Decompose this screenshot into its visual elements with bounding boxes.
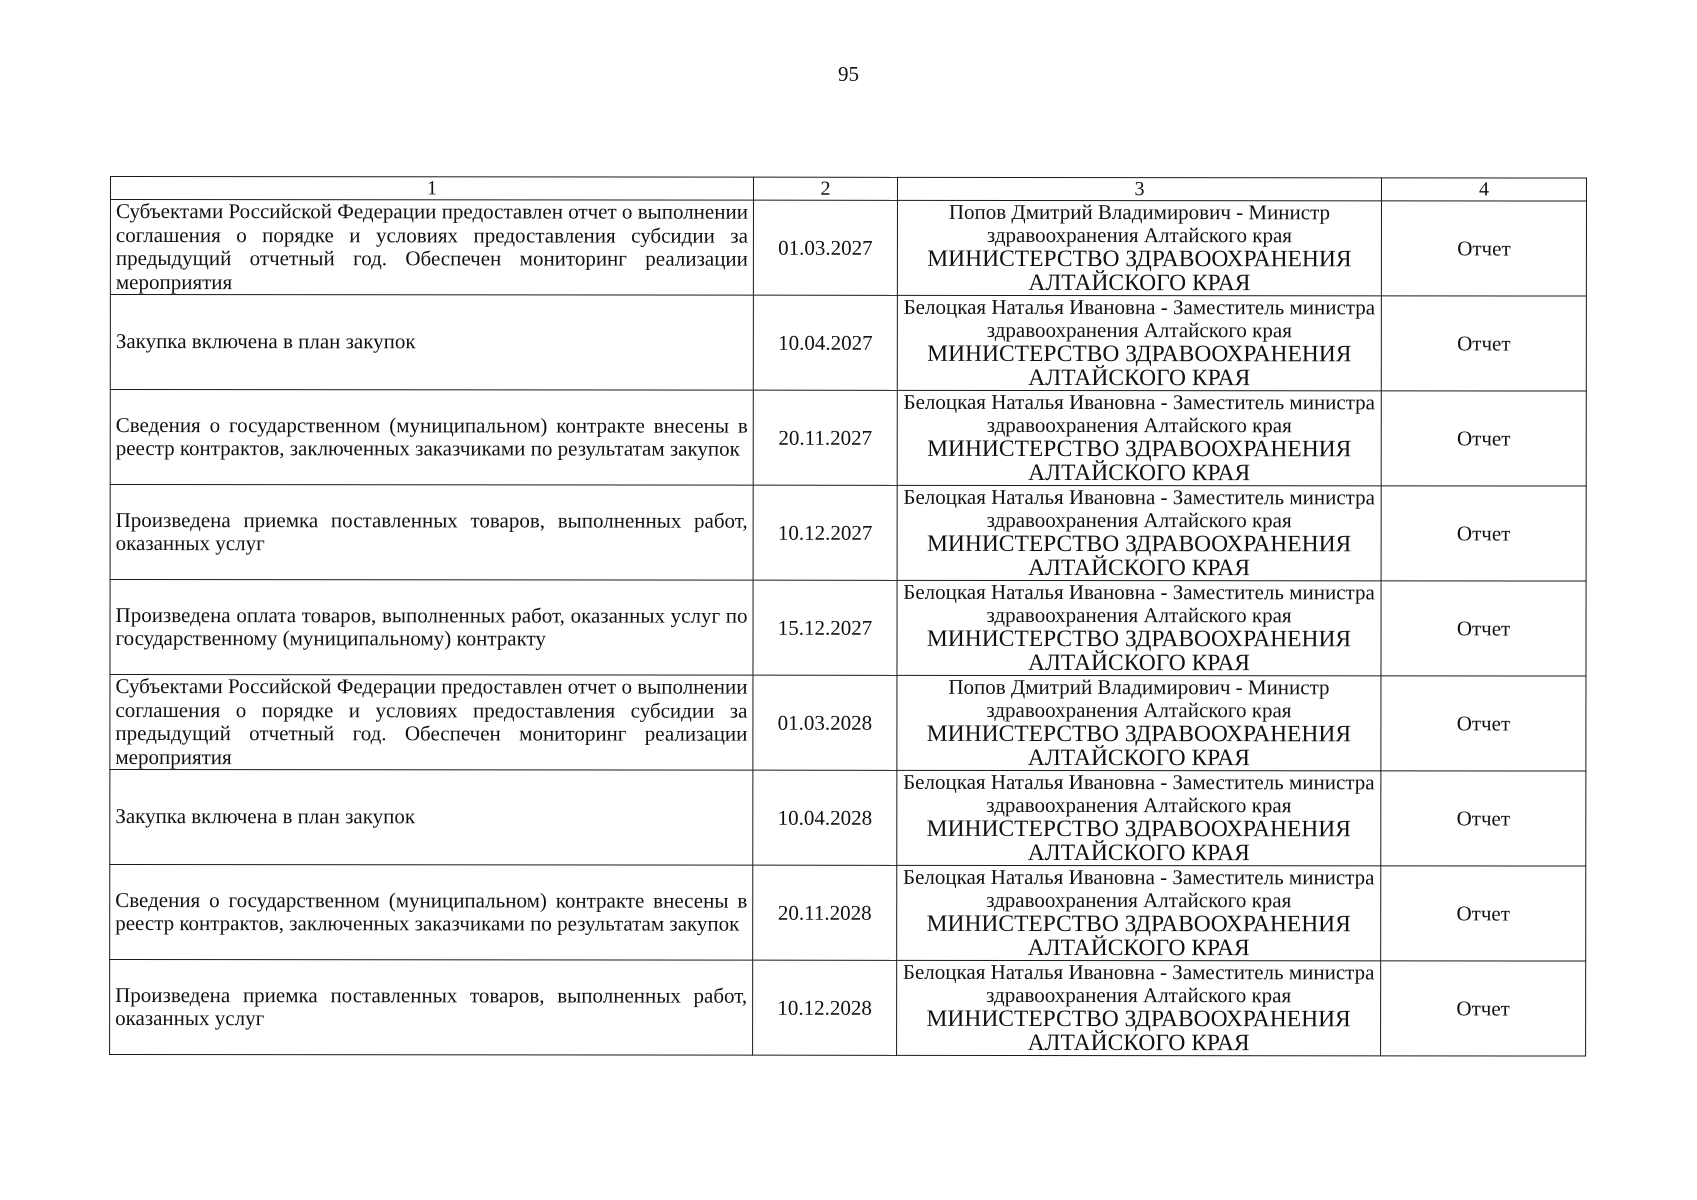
document-type-cell: Отчет — [1381, 486, 1586, 581]
responsible-cell — [897, 485, 1381, 581]
document-type-cell: Отчет — [1381, 296, 1586, 391]
responsible-organization: МИНИСТЕРСТВО ЗДРАВООХРАНЕНИЯ АЛТАЙСКОГО КРАЯ — [927, 435, 1352, 487]
table-row — [110, 200, 1586, 297]
date-cell: 10.12.2027 — [753, 485, 897, 580]
page-number: 95 — [838, 62, 859, 86]
column-header-2: 2 — [753, 177, 897, 200]
responsible-cell — [897, 390, 1381, 486]
responsible-person: Попов Дмитрий Владимирович - Министр здравоохранения Алтайского края — [948, 674, 1330, 723]
event-cell: Субъектами Российской Федерации предоставлен отчет о выполнении соглашения о порядке и условиях предоставления субсидии за предыдущий отчетный год. Обеспечен мониторинг реализации мероприятия — [110, 675, 753, 771]
date-cell: 10.12.2028 — [753, 960, 897, 1055]
table-row — [110, 865, 1586, 962]
responsible-person: Белоцкая Наталья Ивановна - Заместитель министра здравоохранения Алтайского края — [902, 959, 1375, 1008]
responsible-organization: МИНИСТЕРСТВО ЗДРАВООХРАНЕНИЯ АЛТАЙСКОГО КРАЯ — [926, 910, 1351, 962]
responsible-cell — [897, 960, 1381, 1056]
column-header-1: 1 — [110, 177, 753, 201]
date-cell: 20.11.2027 — [753, 390, 897, 485]
table-row — [110, 390, 1586, 487]
event-cell: Закупка включена в план закупок — [110, 295, 753, 391]
responsible-person: Белоцкая Наталья Ивановна - Заместитель министра здравоохранения Алтайского края — [903, 389, 1376, 438]
document-type-cell: Отчет — [1381, 866, 1586, 961]
responsible-person: Белоцкая Наталья Ивановна - Заместитель министра здравоохранения Алтайского края — [903, 294, 1376, 343]
document-type-cell: Отчет — [1381, 581, 1586, 676]
date-cell: 15.12.2027 — [753, 580, 897, 675]
table-row — [110, 770, 1586, 867]
date-cell: 01.03.2027 — [753, 200, 897, 295]
date-cell: 10.04.2027 — [753, 295, 897, 390]
responsible-person: Белоцкая Наталья Ивановна - Заместитель министра здравоохранения Алтайского края — [903, 769, 1375, 818]
date-cell: 01.03.2028 — [753, 675, 897, 770]
responsible-person: Белоцкая Наталья Ивановна - Заместитель министра здравоохранения Алтайского края — [903, 864, 1375, 913]
column-header-4: 4 — [1381, 178, 1586, 201]
column-header-3: 3 — [897, 177, 1381, 201]
table-row — [110, 675, 1586, 772]
responsible-organization: МИНИСТЕРСТВО ЗДРАВООХРАНЕНИЯ АЛТАЙСКОГО КРАЯ — [927, 340, 1352, 392]
responsible-organization: МИНИСТЕРСТВО ЗДРАВООХРАНЕНИЯ АЛТАЙСКОГО КРАЯ — [926, 1005, 1351, 1057]
responsible-organization: МИНИСТЕРСТВО ЗДРАВООХРАНЕНИЯ АЛТАЙСКОГО КРАЯ — [927, 245, 1352, 297]
document-type-cell: Отчет — [1381, 201, 1586, 296]
responsible-cell — [897, 580, 1381, 676]
date-cell: 20.11.2028 — [753, 865, 897, 960]
date-cell: 10.04.2028 — [753, 770, 897, 865]
responsible-organization: МИНИСТЕРСТВО ЗДРАВООХРАНЕНИЯ АЛТАЙСКОГО КРАЯ — [926, 530, 1352, 582]
responsible-organization: МИНИСТЕРСТВО ЗДРАВООХРАНЕНИЯ АЛТАЙСКОГО КРАЯ — [926, 815, 1351, 867]
document-type-cell: Отчет — [1381, 771, 1586, 866]
event-cell: Субъектами Российской Федерации предоставлен отчет о выполнении соглашения о порядке и условиях предоставления субсидии за предыдущий отчетный год. Обеспечен мониторинг реализации мероприятия — [110, 200, 753, 296]
document-type-cell: Отчет — [1381, 391, 1586, 486]
table-row — [110, 580, 1586, 677]
responsible-cell — [897, 770, 1381, 866]
event-cell: Сведения о государственном (муниципальном) контракте внесены в реестр контрактов, заключенных заказчиками по результатам закупок — [110, 390, 753, 486]
responsible-cell — [897, 675, 1381, 771]
responsible-person: Попов Дмитрий Владимирович - Министр здравоохранения Алтайского края — [948, 199, 1331, 248]
event-cell: Произведена оплата товаров, выполненных работ, оказанных услуг по государственному (муниципальному) контракту — [110, 580, 753, 676]
responsible-cell — [897, 295, 1381, 391]
table-row — [110, 960, 1586, 1057]
event-cell: Закупка включена в план закупок — [110, 770, 753, 866]
control-points-table — [109, 176, 1587, 1057]
event-cell: Сведения о государственном (муниципальном) контракте внесены в реестр контрактов, заключенных заказчиками по результатам закупок — [110, 865, 753, 961]
event-cell: Произведена приемка поставленных товаров, выполненных работ, оказанных услуг — [110, 485, 753, 581]
responsible-cell — [897, 865, 1381, 961]
table-header-row — [110, 177, 1586, 202]
responsible-person: Белоцкая Наталья Ивановна - Заместитель министра здравоохранения Алтайского края — [903, 484, 1375, 533]
document-type-cell: Отчет — [1381, 676, 1586, 771]
table-row — [110, 485, 1586, 582]
responsible-cell — [897, 200, 1381, 296]
responsible-organization: МИНИСТЕРСТВО ЗДРАВООХРАНЕНИЯ АЛТАЙСКОГО КРАЯ — [926, 720, 1352, 772]
event-cell: Произведена приемка поставленных товаров, выполненных работ, оказанных услуг — [110, 960, 753, 1056]
responsible-person: Белоцкая Наталья Ивановна - Заместитель министра здравоохранения Алтайского края — [903, 579, 1375, 628]
responsible-organization: МИНИСТЕРСТВО ЗДРАВООХРАНЕНИЯ АЛТАЙСКОГО КРАЯ — [926, 625, 1352, 677]
document-type-cell: Отчет — [1381, 961, 1586, 1056]
table-row — [110, 295, 1586, 392]
